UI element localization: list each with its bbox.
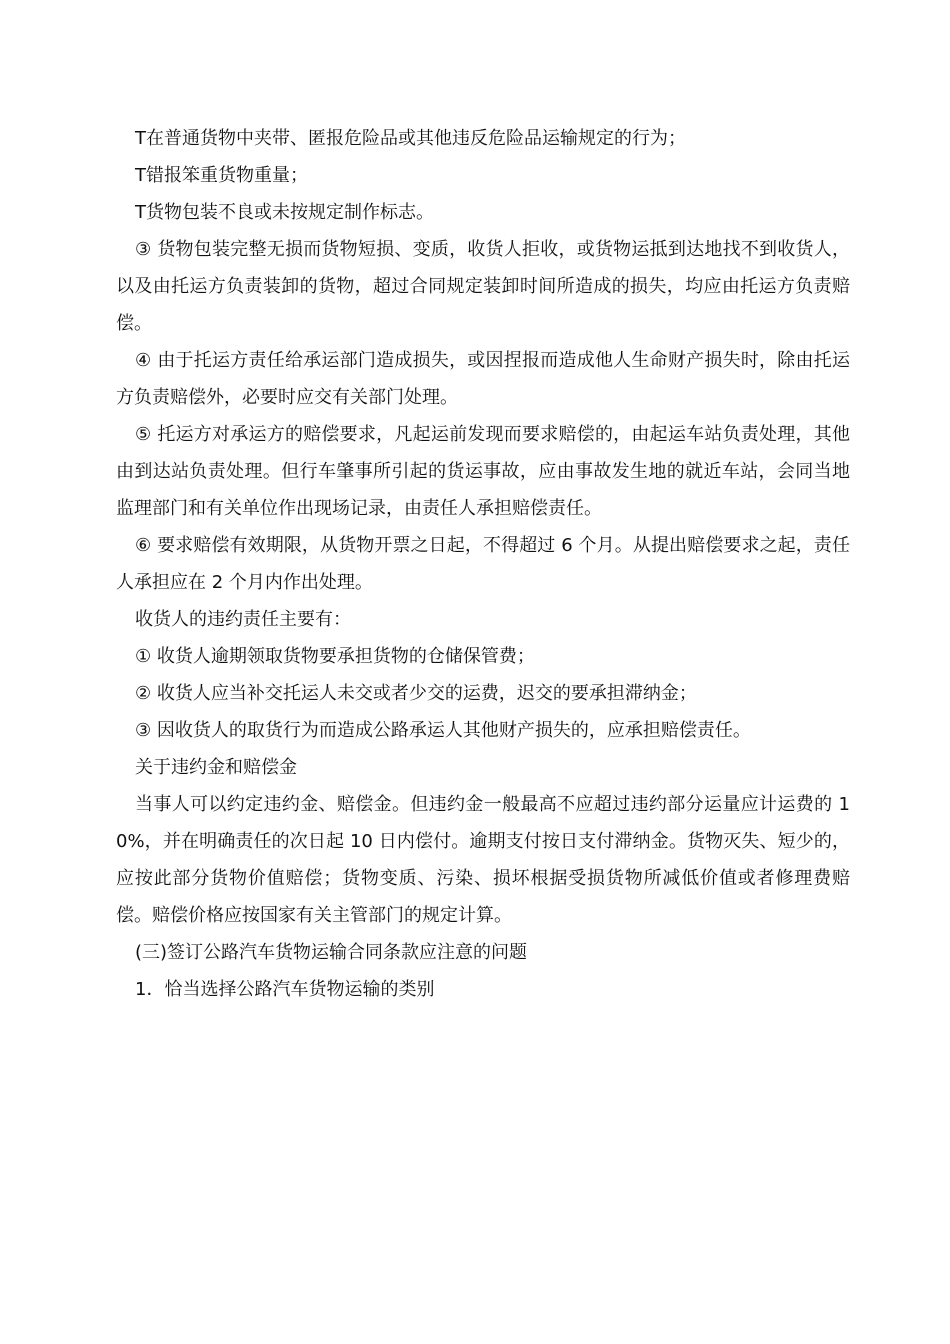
paragraph: ② 收货人应当补交托运人未交或者少交的运费，迟交的要承担滞纳金； [135, 683, 697, 704]
paragraph: ⑥ 要求赔偿有效期限，从货物开票之日起，不得超过 6 个月。从提出赔偿要求之起，责任人承担应在 2 个月内作出处理。 [116, 535, 850, 593]
paragraph: ③ 货物包装完整无损而货物短损、变质，收货人拒收，或货物运抵到达地找不到收货人，以及由托运方负责装卸的货物，超过合同规定装卸时间所造成的损失，均应由托运方负责赔偿。 [116, 239, 850, 334]
section-heading: 1．恰当选择公路汽车货物运输的类别 [135, 979, 435, 1000]
paragraph: ① 收货人逾期领取货物要承担货物的仓储保管费； [135, 646, 535, 667]
paragraph: 当事人可以约定违约金、赔偿金。但违约金一般最高不应超过违约部分运量应计运费的 10%，并在明确责任的次日起 10 日内偿付。逾期支付按日支付滞纳金。货物灭失、短少的，应按此部分货物价值赔偿；货物变质、污染、损坏根据受损货物所减低价值或者修理费赔偿。赔偿价格应按国家有关主管部门的规定计算。 [116, 794, 850, 926]
paragraph: 收货人的违约责任主要有： [135, 609, 351, 630]
paragraph: T错报笨重货物重量； [135, 165, 308, 186]
paragraph: ④ 由于托运方责任给承运部门造成损失，或因捏报而造成他人生命财产损失时，除由托运方负责赔偿外，必要时应交有关部门处理。 [116, 350, 850, 408]
document-body [116, 120, 850, 1008]
section-heading: 关于违约金和赔偿金 [135, 757, 297, 778]
paragraph: T货物包装不良或未按规定制作标志。 [135, 202, 434, 223]
section-heading: (三)签订公路汽车货物运输合同条款应注意的问题 [135, 942, 528, 963]
paragraph: T在普通货物中夹带、匿报危险品或其他违反危险品运输规定的行为； [135, 128, 686, 149]
paragraph: ③ 因收货人的取货行为而造成公路承运人其他财产损失的，应承担赔偿责任。 [135, 720, 751, 741]
paragraph: ⑤ 托运方对承运方的赔偿要求，凡起运前发现而要求赔偿的，由起运车站负责处理，其他由到达站负责处理。但行车肇事所引起的货运事故，应由事故发生地的就近车站，会同当地监理部门和有关单位作出现场记录，由责任人承担赔偿责任。 [116, 424, 850, 519]
